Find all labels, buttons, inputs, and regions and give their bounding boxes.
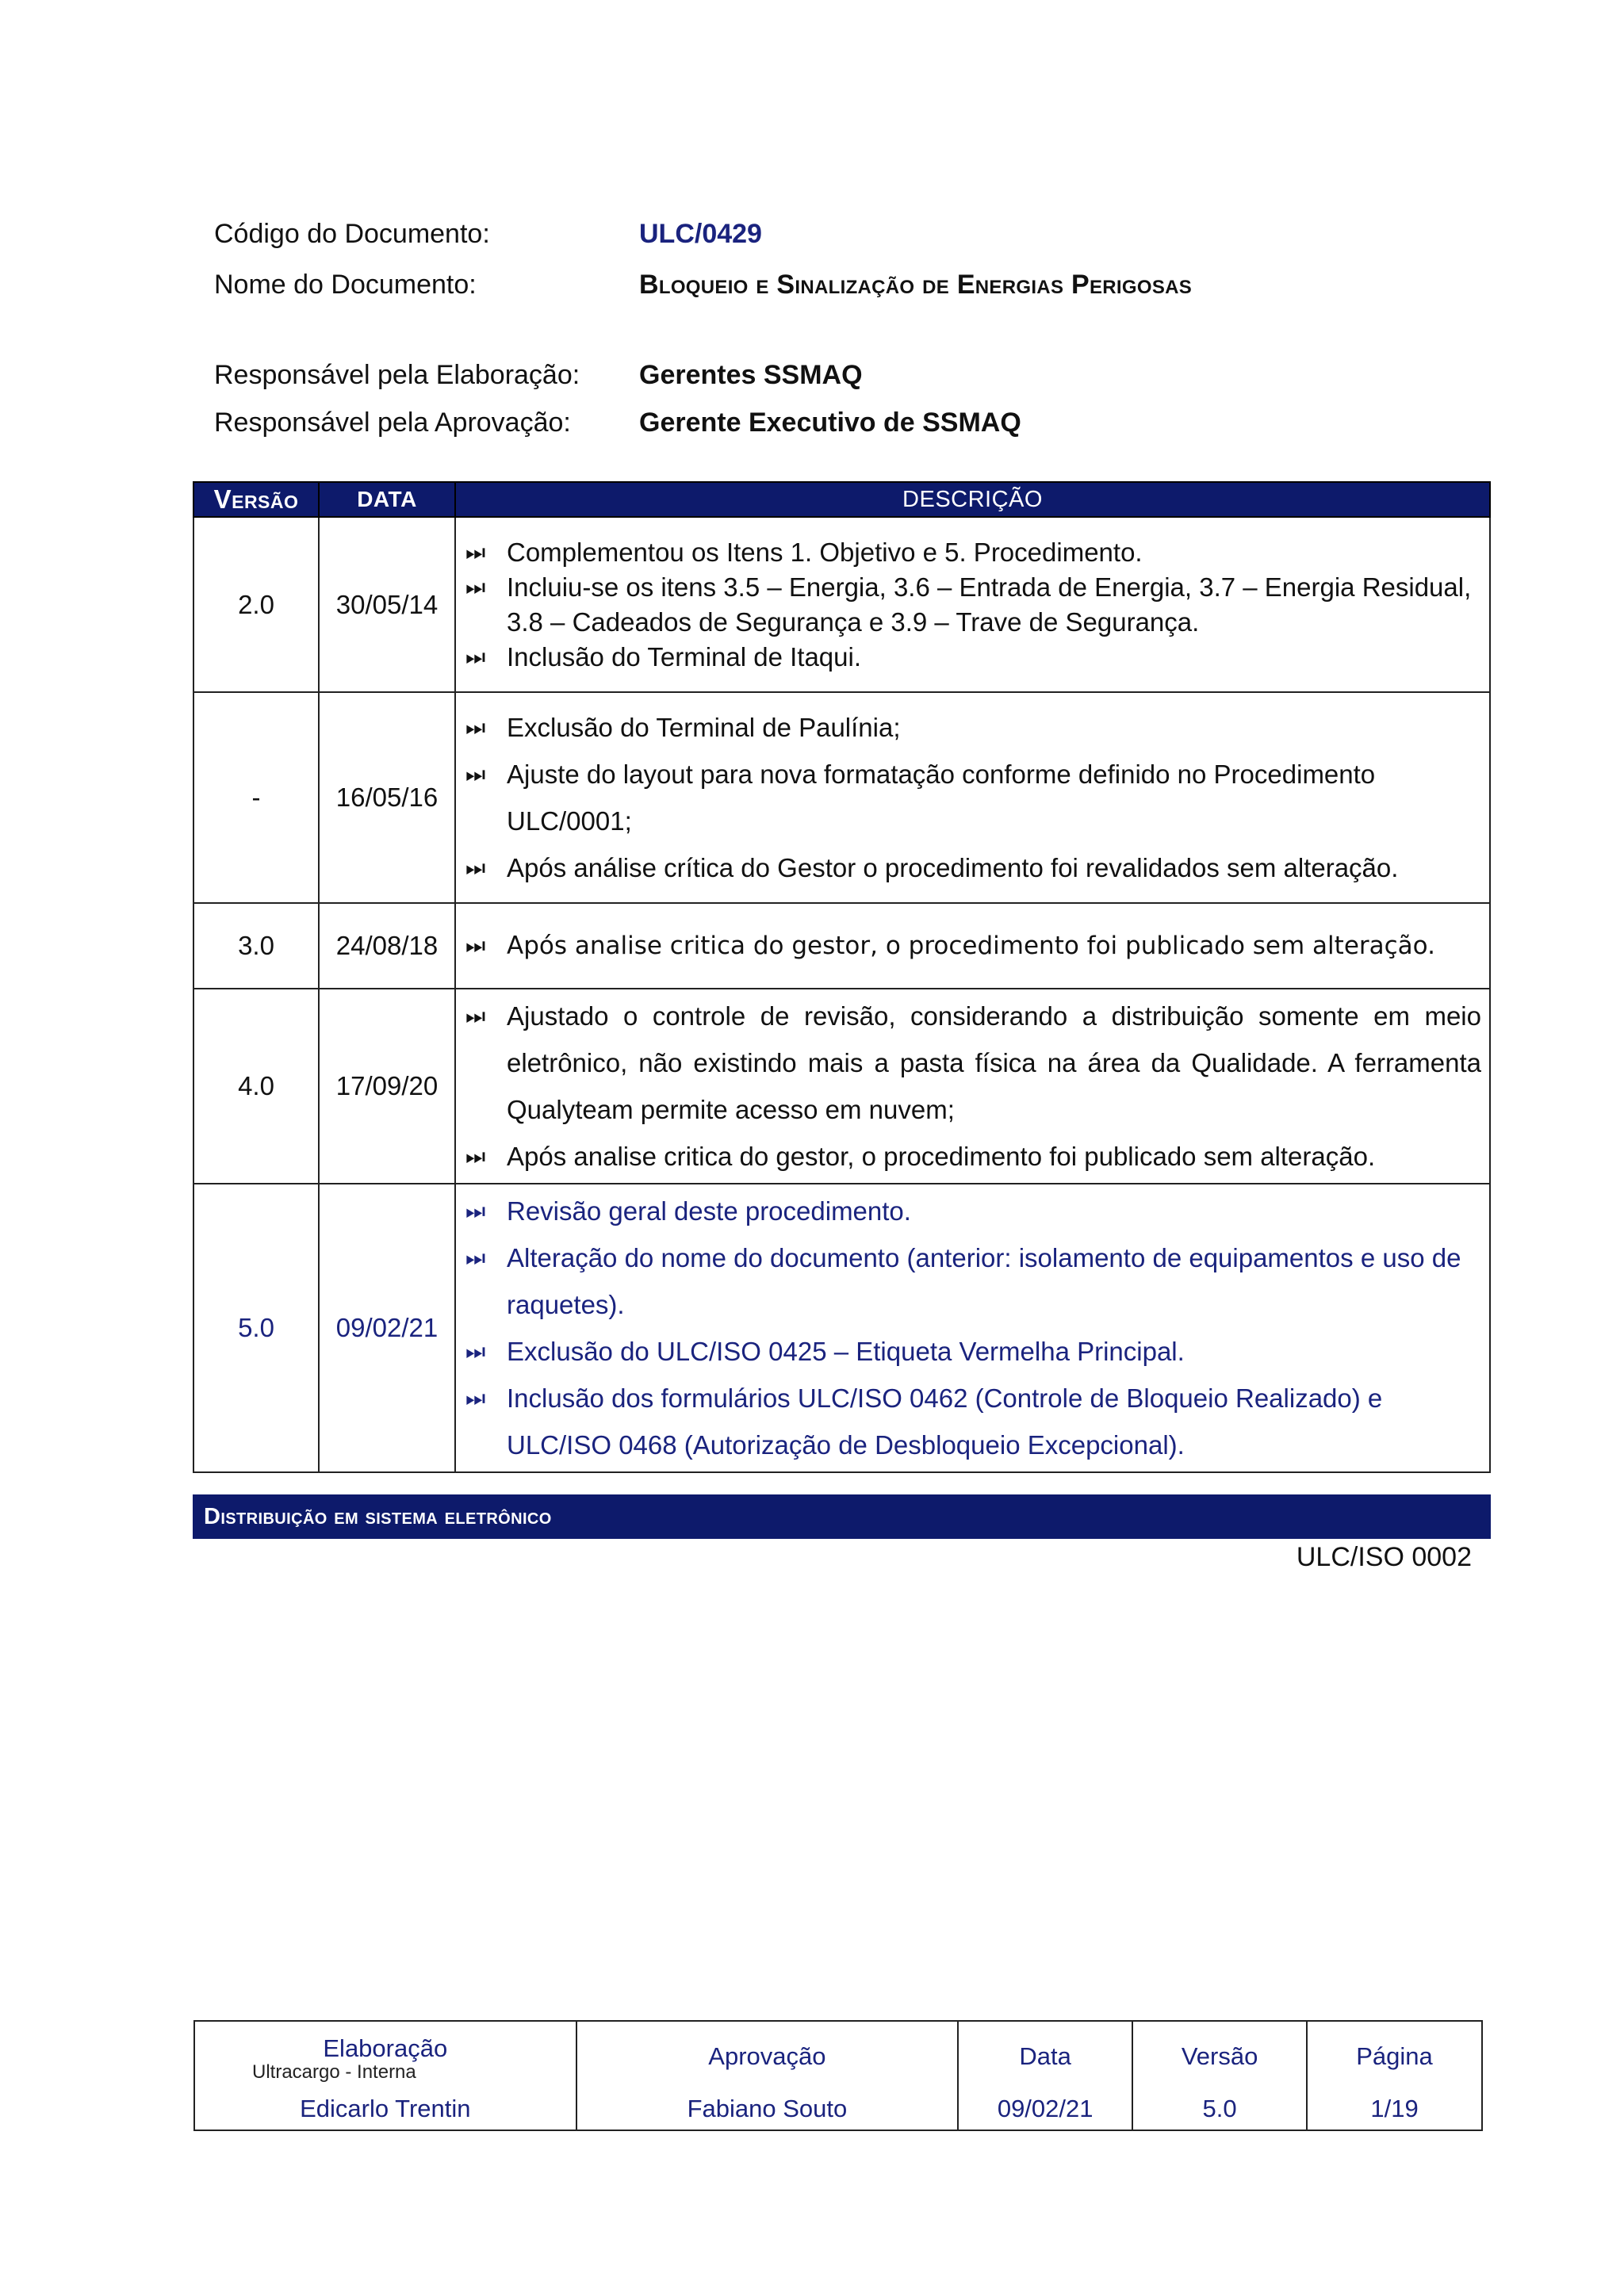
footer-approval xyxy=(576,2021,959,2130)
description-cell xyxy=(455,1184,1490,1472)
item-text: Alteração do nome do documento (anterior: isolamento de equipamentos e uso de raquetes). xyxy=(507,1243,1461,1319)
footer-date xyxy=(958,2021,1132,2130)
skip-bullet-icon: ⏭ xyxy=(465,932,486,959)
version-cell: 2.0 xyxy=(193,517,319,692)
description-cell xyxy=(455,692,1490,903)
list-item xyxy=(465,640,1481,675)
aprov-label: Responsável pela Aprovação: xyxy=(214,408,571,438)
date-cell: 16/05/16 xyxy=(319,692,455,903)
skip-bullet-icon: ⏭ xyxy=(465,1198,486,1224)
name-value: Bloqueio e Sinalização de Energias Perigosas xyxy=(639,270,1193,300)
code-label: Código do Documento: xyxy=(214,219,490,249)
date-cell: 24/08/18 xyxy=(319,903,455,989)
table-row xyxy=(193,989,1490,1184)
description-header: DESCRIÇÃO xyxy=(455,482,1490,517)
item-text: Inclusão dos formulários ULC/ISO 0462 (Controle de Bloqueio Realizado) e ULC/ISO 0468 (Autorização de Desbloqueio Excepcional). xyxy=(507,1383,1383,1460)
description-cell xyxy=(455,903,1490,989)
skip-bullet-icon: ⏭ xyxy=(465,1143,486,1169)
date-header: DATA xyxy=(319,482,455,517)
list-item xyxy=(465,1133,1481,1180)
item-text: Inclusão do Terminal de Itaqui. xyxy=(507,641,861,672)
version-value: 5.0 xyxy=(1202,2095,1237,2122)
skip-bullet-icon: ⏭ xyxy=(465,1003,486,1029)
version-header: Versão xyxy=(193,482,319,517)
list-item xyxy=(465,993,1481,1133)
list-item xyxy=(465,1188,1481,1234)
skip-bullet-icon: ⏭ xyxy=(465,573,486,600)
version-cell: - xyxy=(193,692,319,903)
classification-label: Ultracargo - Interna xyxy=(252,2061,416,2083)
list-item xyxy=(465,928,1481,963)
table-row xyxy=(193,692,1490,903)
version-cell: 3.0 xyxy=(193,903,319,989)
description-cell xyxy=(455,517,1490,692)
skip-bullet-icon: ⏭ xyxy=(465,714,486,740)
list-item xyxy=(465,1328,1481,1375)
page-value: 1/19 xyxy=(1370,2095,1419,2122)
item-text: Revisão geral deste procedimento. xyxy=(507,1196,911,1226)
item-text: Após análise crítica do Gestor o procedimento foi revalidados sem alteração. xyxy=(507,853,1399,882)
page-label: Página xyxy=(1356,2042,1433,2070)
revision-table-header xyxy=(193,482,1490,517)
skip-bullet-icon: ⏭ xyxy=(465,1385,486,1411)
item-text: Exclusão do Terminal de Paulínia; xyxy=(507,713,901,742)
list-item xyxy=(465,844,1481,891)
elab-value: Gerentes SSMAQ xyxy=(639,360,863,390)
table-row xyxy=(193,517,1490,692)
revision-table xyxy=(193,481,1491,1473)
date-cell: 17/09/20 xyxy=(319,989,455,1184)
skip-bullet-icon: ⏭ xyxy=(465,761,486,787)
table-row xyxy=(193,1184,1490,1472)
version-cell: 5.0 xyxy=(193,1184,319,1472)
version-label: Versão xyxy=(1181,2042,1258,2070)
approval-value: Fabiano Souto xyxy=(687,2095,848,2122)
distribution-reference: ULC/ISO 0002 xyxy=(1296,1542,1472,1572)
description-cell xyxy=(455,989,1490,1184)
footer-page xyxy=(1307,2021,1482,2130)
approval-label: Aprovação xyxy=(708,2042,826,2070)
item-text: Após analise critica do gestor, o procedimento foi publicado sem alteração. xyxy=(507,1142,1376,1171)
list-item xyxy=(465,535,1481,570)
elab-label: Responsável pela Elaboração: xyxy=(214,360,580,390)
date-label: Data xyxy=(1019,2042,1071,2070)
table-row xyxy=(193,903,1490,989)
list-item xyxy=(465,570,1481,640)
skip-bullet-icon: ⏭ xyxy=(465,1245,486,1271)
item-text: Complementou os Itens 1. Objetivo e 5. Procedimento. xyxy=(507,537,1143,567)
item-text: Incluiu-se os itens 3.5 – Energia, 3.6 – Entrada de Energia, 3.7 – Energia Residual, 3.8 – Cadeados de Segurança e 3.9 – Trave de Segurança. xyxy=(507,572,1472,637)
list-item xyxy=(465,1234,1481,1328)
aprov-value: Gerente Executivo de SSMAQ xyxy=(639,408,1021,438)
skip-bullet-icon: ⏭ xyxy=(465,538,486,565)
date-cell: 30/05/14 xyxy=(319,517,455,692)
item-text: Exclusão do ULC/ISO 0425 – Etiqueta Vermelha Principal. xyxy=(507,1337,1185,1366)
version-cell: 4.0 xyxy=(193,989,319,1184)
list-item xyxy=(465,751,1481,844)
date-value: 09/02/21 xyxy=(997,2095,1094,2122)
skip-bullet-icon: ⏭ xyxy=(465,855,486,881)
list-item xyxy=(465,1375,1481,1468)
elaboration-label: Elaboração xyxy=(323,2034,448,2062)
skip-bullet-icon: ⏭ xyxy=(465,643,486,670)
list-item xyxy=(465,704,1481,751)
footer-table xyxy=(193,2020,1483,2131)
item-text: Ajuste do layout para nova formatação conforme definido no Procedimento ULC/0001; xyxy=(507,760,1376,836)
item-text: Após analise critica do gestor, o procedimento foi publicado sem alteração. xyxy=(507,932,1435,960)
name-label: Nome do Documento: xyxy=(214,270,477,300)
footer-version xyxy=(1132,2021,1307,2130)
elaboration-value: Edicarlo Trentin xyxy=(300,2095,471,2122)
date-cell: 09/02/21 xyxy=(319,1184,455,1472)
skip-bullet-icon: ⏭ xyxy=(465,1338,486,1364)
distribution-title: Distribuição em sistema eletrônico xyxy=(193,1494,1491,1539)
footer-elaboration xyxy=(194,2021,576,2130)
item-text: Ajustado o controle de revisão, considerando a distribuição somente em meio eletrônico, não existindo mais a pasta física na área da Qualidade. A ferramenta Qualyteam permite acesso em nuvem; xyxy=(507,1001,1481,1124)
code-value: ULC/0429 xyxy=(639,219,762,249)
